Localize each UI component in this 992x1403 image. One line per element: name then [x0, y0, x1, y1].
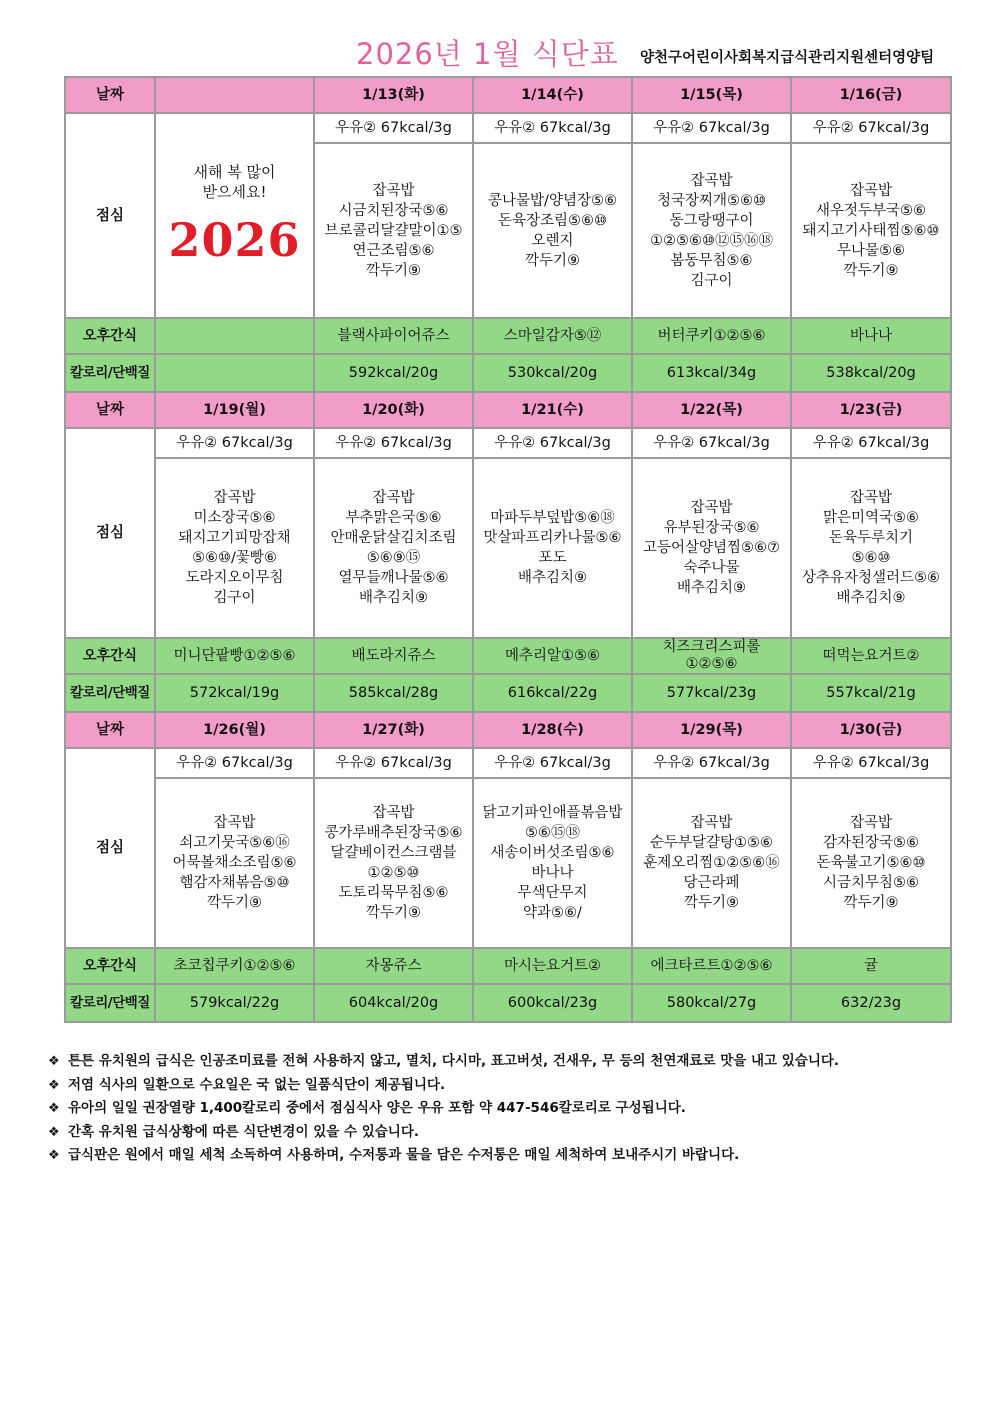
lunch-row — [65, 778, 951, 948]
milk-row — [65, 113, 951, 143]
date-cell: 1/16(금) — [791, 77, 951, 113]
lunch-cell: 잡곡밥 부추맑은국⑤⑥ 안매운닭살김치조림 ⑤⑥⑨⑮ 열무들깨나물⑤⑥ 배추김치⑨ — [314, 458, 473, 638]
lunch-cell: 잡곡밥 쇠고기뭇국⑤⑥⑯ 어묵볼채소조림⑤⑥ 햄감자채볶음⑤⑩ 깍두기⑨ — [155, 778, 314, 948]
lunch-cell: 잡곡밥 유부된장국⑤⑥ 고등어살양념찜⑤⑥⑦ 숙주나물 배추김치⑨ — [632, 458, 791, 638]
snack-cell: 귤 — [791, 948, 951, 984]
snack-cell: 자몽쥬스 — [314, 948, 473, 984]
calorie-cell: 613kcal/34g — [632, 354, 791, 392]
snack-cell: 치즈크리스피롤 ①②⑤⑥ — [632, 638, 791, 674]
notes-list — [48, 1050, 978, 1168]
milk-cell: 우유② 67kcal/3g — [314, 748, 473, 778]
note-text: 유아의 일일 권장열량 1,400칼로리 중에서 점심식사 양은 우유 포함 약 447-546칼로리로 구성됩니다. — [68, 1100, 686, 1116]
lunch-label: 점심 — [65, 113, 155, 318]
date-cell: 1/14(수) — [473, 77, 632, 113]
lunch-cell: 잡곡밥 청국장찌개⑤⑥⑩ 동그랑땡구이 ①②⑤⑥⑩⑫⑮⑯⑱ 봄동무침⑤⑥ 김구이 — [632, 143, 791, 318]
date-cell: 1/29(목) — [632, 712, 791, 748]
calorie-cell: 572kcal/19g — [155, 674, 314, 712]
note-item — [48, 1121, 978, 1145]
calorie-cell: 577kcal/23g — [632, 674, 791, 712]
date-label: 날짜 — [65, 392, 155, 428]
calorie-cell: 592kcal/20g — [314, 354, 473, 392]
lunch-cell: 닭고기파인애플볶음밥 ⑤⑥⑮⑱ 새송이버섯조림⑤⑥ 바나나 무색단무지 약과⑤⑥/ — [473, 778, 632, 948]
note-text: 급식판은 원에서 매일 세척 소독하여 사용하며, 수저통과 물을 담은 수저통은 매일 세척하여 보내주시기 바랍니다. — [68, 1147, 740, 1163]
milk-cell: 우유② 67kcal/3g — [155, 428, 314, 458]
calorie-label: 칼로리/단백질 — [65, 984, 155, 1022]
milk-cell: 우유② 67kcal/3g — [791, 428, 951, 458]
note-item — [48, 1050, 978, 1074]
snack-cell: 미니단팥빵①②⑤⑥ — [155, 638, 314, 674]
lunch-cell: 잡곡밥 새우젓두부국⑤⑥ 돼지고기사태찜⑤⑥⑩ 무나물⑤⑥ 깍두기⑨ — [791, 143, 951, 318]
calorie-cell: 580kcal/27g — [632, 984, 791, 1022]
calorie-cell: 632/23g — [791, 984, 951, 1022]
milk-row — [65, 748, 951, 778]
date-label: 날짜 — [65, 712, 155, 748]
note-item — [48, 1074, 978, 1098]
menu-table — [64, 76, 952, 1023]
milk-cell: 우유② 67kcal/3g — [632, 748, 791, 778]
note-text: 간혹 유치원 급식상황에 따른 식단변경이 있을 수 있습니다. — [68, 1123, 420, 1140]
lunch-label: 점심 — [65, 428, 155, 638]
new-year-greeting-cell — [155, 113, 314, 318]
snack-cell — [155, 318, 314, 354]
note-text: 저염 식사의 일환으로 수요일은 국 없는 일품식단이 제공됩니다. — [68, 1076, 446, 1093]
year-illustration: 2026 — [168, 212, 301, 267]
calorie-row — [65, 674, 951, 712]
calorie-cell: 530kcal/20g — [473, 354, 632, 392]
snack-label: 오후간식 — [65, 318, 155, 354]
lunch-cell: 잡곡밥 맑은미역국⑤⑥ 돈육두루치기 ⑤⑥⑩ 상추유자청샐러드⑤⑥ 배추김치⑨ — [791, 458, 951, 638]
milk-cell: 우유② 67kcal/3g — [632, 428, 791, 458]
calorie-label: 칼로리/단백질 — [65, 674, 155, 712]
note-item — [48, 1144, 978, 1168]
snack-cell: 초코칩쿠키①②⑤⑥ — [155, 948, 314, 984]
snack-row — [65, 948, 951, 984]
calorie-cell: 616kcal/22g — [473, 674, 632, 712]
calorie-row — [65, 354, 951, 392]
calorie-cell: 585kcal/28g — [314, 674, 473, 712]
calorie-label: 칼로리/단백질 — [65, 354, 155, 392]
milk-cell: 우유② 67kcal/3g — [314, 113, 473, 143]
date-row — [65, 77, 951, 113]
snack-row — [65, 318, 951, 354]
date-cell: 1/13(화) — [314, 77, 473, 113]
calorie-row — [65, 984, 951, 1022]
date-cell: 1/27(화) — [314, 712, 473, 748]
date-label: 날짜 — [65, 77, 155, 113]
diamond-bullet-icon: ❖ — [48, 1101, 60, 1116]
lunch-cell: 잡곡밥 콩가루배추된장국⑤⑥ 달걀베이컨스크램블 ①②⑤⑩ 도토리묵무침⑤⑥ 깍두기⑨ — [314, 778, 473, 948]
snack-cell: 스마일감자⑤⑫ — [473, 318, 632, 354]
calorie-cell: 538kcal/20g — [791, 354, 951, 392]
snack-cell: 블랙사파이어쥬스 — [314, 318, 473, 354]
milk-cell: 우유② 67kcal/3g — [473, 428, 632, 458]
milk-cell: 우유② 67kcal/3g — [791, 748, 951, 778]
milk-cell: 우유② 67kcal/3g — [791, 113, 951, 143]
calorie-cell: 579kcal/22g — [155, 984, 314, 1022]
organization-name: 양천구어린이사회복지급식관리지원센터영양팀 — [640, 50, 935, 66]
date-cell: 1/19(월) — [155, 392, 314, 428]
milk-cell: 우유② 67kcal/3g — [473, 748, 632, 778]
milk-cell: 우유② 67kcal/3g — [155, 748, 314, 778]
lunch-cell: 마파두부덮밥⑤⑥⑱ 맛살파프리카나물⑤⑥ 포도 배추김치⑨ — [473, 458, 632, 638]
diamond-bullet-icon: ❖ — [48, 1054, 60, 1069]
milk-cell: 우유② 67kcal/3g — [632, 113, 791, 143]
date-cell: 1/26(월) — [155, 712, 314, 748]
snack-cell: 버터쿠키①②⑤⑥ — [632, 318, 791, 354]
calorie-cell: 557kcal/21g — [791, 674, 951, 712]
snack-cell: 떠먹는요거트② — [791, 638, 951, 674]
snack-row — [65, 638, 951, 674]
lunch-cell: 잡곡밥 미소장국⑤⑥ 돼지고기피망잡채 ⑤⑥⑩/꽃빵⑥ 도라지오이무침 김구이 — [155, 458, 314, 638]
date-cell-empty — [155, 77, 314, 113]
diamond-bullet-icon: ❖ — [48, 1124, 60, 1140]
milk-row — [65, 428, 951, 458]
snack-cell: 마시는요거트② — [473, 948, 632, 984]
milk-cell: 우유② 67kcal/3g — [473, 113, 632, 143]
lunch-cell: 잡곡밥 시금치된장국⑤⑥ 브로콜리달걀말이①⑤ 연근조림⑤⑥ 깍두기⑨ — [314, 143, 473, 318]
lunch-row — [65, 458, 951, 638]
note-item — [48, 1097, 978, 1121]
lunch-label: 점심 — [65, 748, 155, 948]
snack-cell: 에크타르트①②⑤⑥ — [632, 948, 791, 984]
date-cell: 1/22(목) — [632, 392, 791, 428]
snack-label: 오후간식 — [65, 948, 155, 984]
date-cell: 1/28(수) — [473, 712, 632, 748]
calorie-cell: 600kcal/23g — [473, 984, 632, 1022]
calorie-cell: 604kcal/20g — [314, 984, 473, 1022]
calorie-cell — [155, 354, 314, 392]
date-cell: 1/30(금) — [791, 712, 951, 748]
header — [0, 30, 992, 74]
note-text: 튼튼 유치원의 급식은 인공조미료를 전혀 사용하지 않고, 멸치, 다시마, 표고버섯, 건새우, 무 등의 천연재료로 맛을 내고 있습니다. — [68, 1053, 840, 1069]
date-cell: 1/23(금) — [791, 392, 951, 428]
date-row — [65, 392, 951, 428]
date-row — [65, 712, 951, 748]
lunch-cell: 콩나물밥/양념장⑤⑥ 돈육장조림⑤⑥⑩ 오렌지 깍두기⑨ — [473, 143, 632, 318]
diamond-bullet-icon: ❖ — [48, 1148, 60, 1163]
snack-cell: 바나나 — [791, 318, 951, 354]
page-title: 2026년 1월 식단표 — [356, 37, 619, 71]
lunch-cell: 잡곡밥 순두부달걀탕①⑤⑥ 훈제오리찜①②⑤⑥⑯ 당근라페 깍두기⑨ — [632, 778, 791, 948]
greeting-text: 새해 복 많이 받으세요! — [193, 162, 276, 201]
milk-cell: 우유② 67kcal/3g — [314, 428, 473, 458]
snack-label: 오후간식 — [65, 638, 155, 674]
snack-cell: 메추리알①⑤⑥ — [473, 638, 632, 674]
snack-cell: 배도라지쥬스 — [314, 638, 473, 674]
lunch-cell: 잡곡밥 감자된장국⑤⑥ 돈육불고기⑤⑥⑩ 시금치무침⑤⑥ 깍두기⑨ — [791, 778, 951, 948]
date-cell: 1/15(목) — [632, 77, 791, 113]
date-cell: 1/20(화) — [314, 392, 473, 428]
diamond-bullet-icon: ❖ — [48, 1077, 60, 1093]
date-cell: 1/21(수) — [473, 392, 632, 428]
